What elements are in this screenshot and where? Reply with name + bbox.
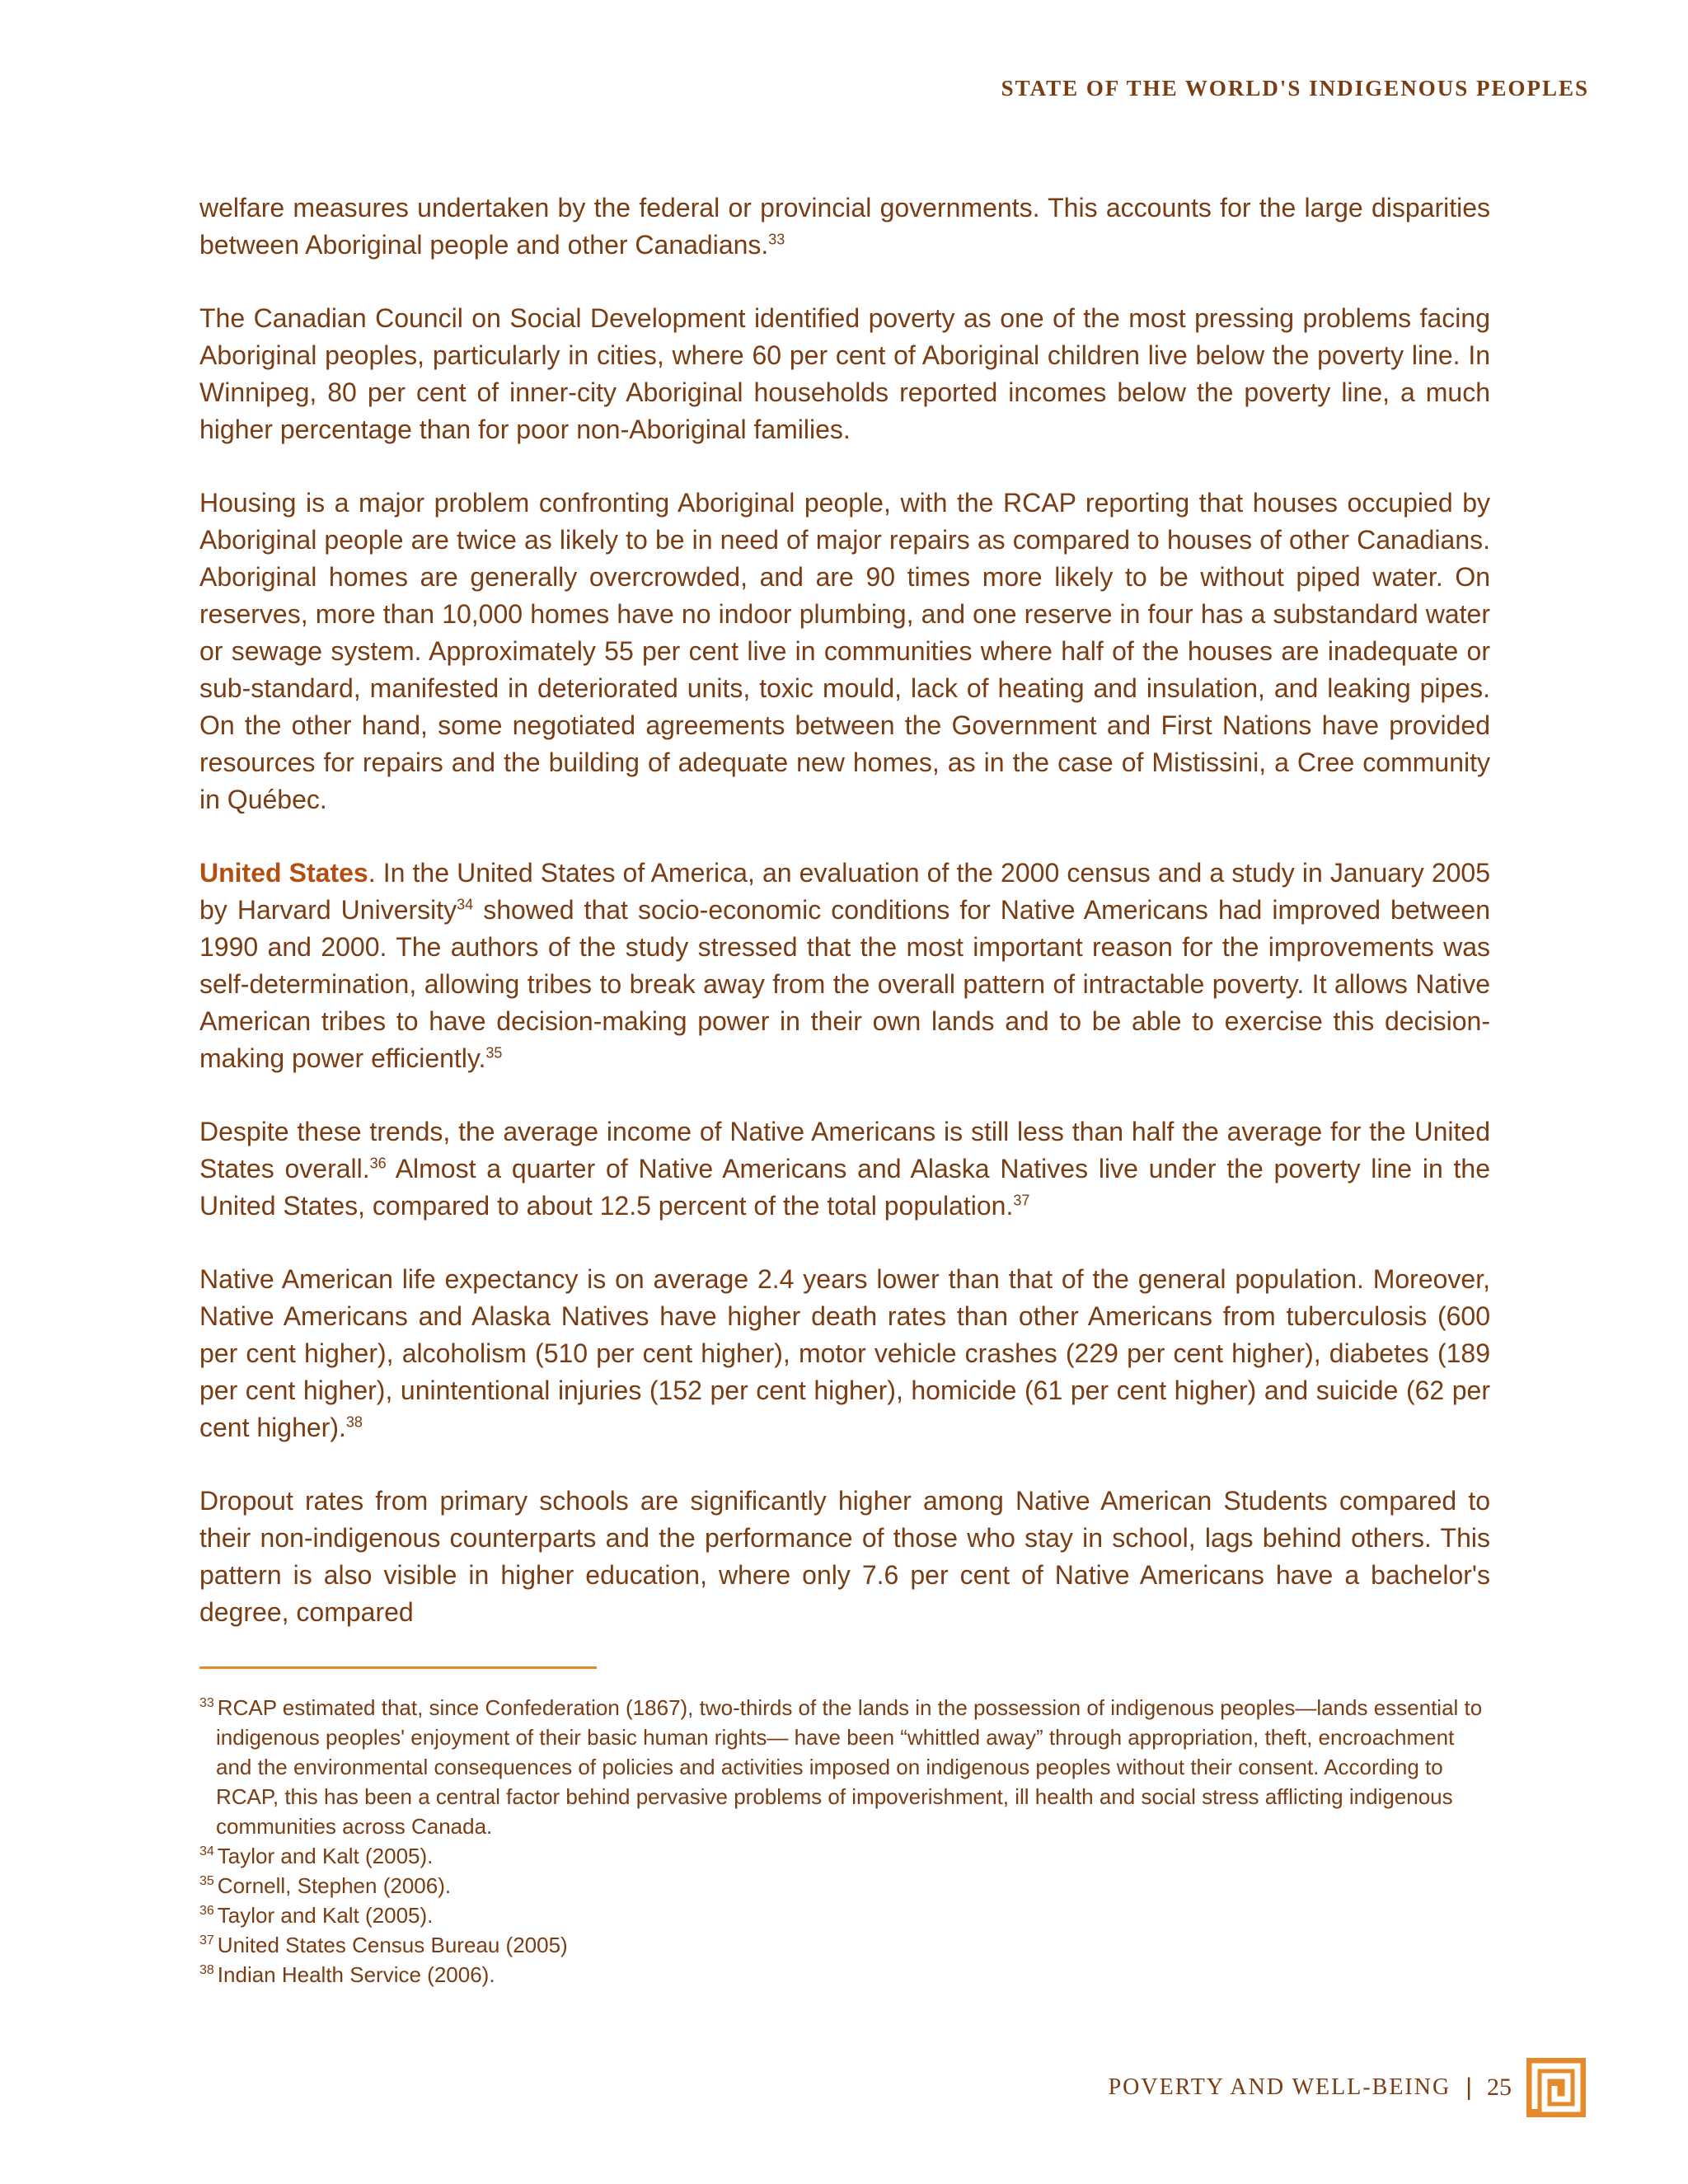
footnote-text: RCAP estimated that, since Confederation (1867), two-thirds of the lands in the possession of indigenous peoples—lands essential to indigenous peoples' enjoyment of their basic human rights— have been “whittled away” through appropriation, theft, encroachment and the environmental consequences of policies and activities imposed on indigenous peoples without their consent. According to RCAP, this has been a central factor behind pervasive problems of impoverishment, ill health and social stress afflicting indigenous communities across Canada. xyxy=(216,1695,1483,1839)
main-text xyxy=(199,190,1490,1631)
paragraph-1-text: welfare measures undertaken by the federal or provincial governments. This accounts for the large disparities between Aboriginal people and other Canadians. xyxy=(199,193,1490,260)
footnote-number: 38 xyxy=(199,1963,214,1978)
footnote-ref-35: 35 xyxy=(485,1044,503,1062)
page-footer xyxy=(1109,2058,1586,2117)
spiral-logo-icon xyxy=(1526,2058,1586,2117)
footnote-number: 34 xyxy=(199,1844,214,1859)
paragraph-4-text-a: . In the United States of America, an evaluation of the 2000 census and a study in January 2005 by Harvard University xyxy=(199,858,1491,925)
paragraph-7-text: Dropout rates from primary schools are significantly higher among Native American Students compared to their non-indigenous counterparts and the performance of those who stay in school, lags behind others. This pattern is also visible in higher education, where only 7.6 per cent of Native Americans have a bachelor's degree, compared xyxy=(199,1486,1490,1627)
section-heading-united-states: United States xyxy=(199,858,368,888)
paragraph-2 xyxy=(199,300,1490,448)
footnote-ref-33: 33 xyxy=(768,231,785,248)
footnote-37 xyxy=(199,1930,1485,1960)
footnote-33 xyxy=(199,1693,1485,1841)
footnote-number: 36 xyxy=(199,1904,214,1919)
footnote-text: Taylor and Kalt (2005). xyxy=(217,1903,434,1928)
footnote-number: 33 xyxy=(199,1696,214,1711)
paragraph-4-text-b: showed that socio-economic conditions for Native Americans had improved between 1990 and 2000. The authors of the study stressed that the most important reason for the improvements was self-determination, allowing tribes to break away from the overall pattern of intractable poverty. It allows Native American tribes to have decision-making power in their own lands and to be able to exercise this decision-making power efficiently. xyxy=(199,895,1491,1073)
footnote-divider xyxy=(199,1666,597,1669)
footer-section-title: POVERTY AND WELL-BEING xyxy=(1108,2074,1451,2100)
paragraph-3 xyxy=(199,485,1490,818)
footer-separator: | xyxy=(1465,2074,1472,2101)
paragraph-1 xyxy=(199,190,1490,264)
footnote-text: Taylor and Kalt (2005). xyxy=(217,1844,434,1868)
footnote-35 xyxy=(199,1871,1485,1900)
running-header: STATE OF THE WORLD'S INDIGENOUS PEOPLES xyxy=(1001,76,1589,101)
paragraph-5-text-a: Despite these trends, the average income of Native Americans is still less than half the average for the United States overall. xyxy=(199,1117,1490,1183)
footnote-text: Cornell, Stephen (2006). xyxy=(217,1873,452,1898)
footnote-text: Indian Health Service (2006). xyxy=(217,1962,495,1987)
footnote-ref-34: 34 xyxy=(457,896,474,913)
paragraph-4 xyxy=(199,855,1490,1077)
footnote-34 xyxy=(199,1841,1485,1871)
paragraph-6-text: Native American life expectancy is on average 2.4 years lower than that of the general population. Moreover, Native Americans and Alaska Natives have higher death rates than other Americans from tuberculosis (600 per cent higher), alcoholism (510 per cent higher), motor vehicle crashes (229 per cent higher), diabetes (189 per cent higher), unintentional injuries (152 per cent higher), homicide (61 per cent higher) and suicide (62 per cent higher). xyxy=(199,1264,1490,1442)
paragraph-7 xyxy=(199,1483,1490,1631)
footnote-number: 37 xyxy=(199,1933,214,1948)
footnote-ref-37: 37 xyxy=(1013,1192,1030,1209)
footnote-ref-36: 36 xyxy=(369,1155,387,1172)
footnote-36 xyxy=(199,1900,1485,1930)
footnote-38 xyxy=(199,1960,1485,1990)
paragraph-5-text-b: Almost a quarter of Native Americans and Alaska Natives live under the poverty line in the United States, compared to about 12.5 percent of the total population. xyxy=(199,1154,1491,1221)
paragraph-6 xyxy=(199,1261,1490,1446)
paragraph-2-text: The Canadian Council on Social Development identified poverty as one of the most pressing problems facing Aboriginal peoples, particularly in cities, where 60 per cent of Aboriginal children live below the poverty line. In Winnipeg, 80 per cent of inner-city Aboriginal households reported incomes below the poverty line, a much higher percentage than for poor non-Aboriginal families. xyxy=(199,303,1490,444)
page-number: 25 xyxy=(1487,2074,1512,2101)
footnote-number: 35 xyxy=(199,1874,214,1889)
paragraph-3-text: Housing is a major problem confronting Aboriginal people, with the RCAP reporting that houses occupied by Aboriginal people are twice as likely to be in need of major repairs as compared to houses of other Canadians. Aboriginal homes are generally overcrowded, and are 90 times more likely to be without piped water. On reserves, more than 10,000 homes have no indoor plumbing, and one reserve in four has a substandard water or sewage system. Approximately 55 per cent live in communities where half of the houses are inadequate or sub-standard, manifested in deteriorated units, toxic mould, lack of heating and insulation, and leaking pipes. On the other hand, some negotiated agreements between the Government and First Nations have provided resources for repairs and the building of adequate new homes, as in the case of Mistissini, a Cree community in Québec. xyxy=(199,488,1490,814)
footnote-text: United States Census Bureau (2005) xyxy=(217,1933,568,1957)
footnote-ref-38: 38 xyxy=(345,1413,363,1431)
footnotes xyxy=(199,1693,1485,1990)
paragraph-5 xyxy=(199,1113,1490,1225)
